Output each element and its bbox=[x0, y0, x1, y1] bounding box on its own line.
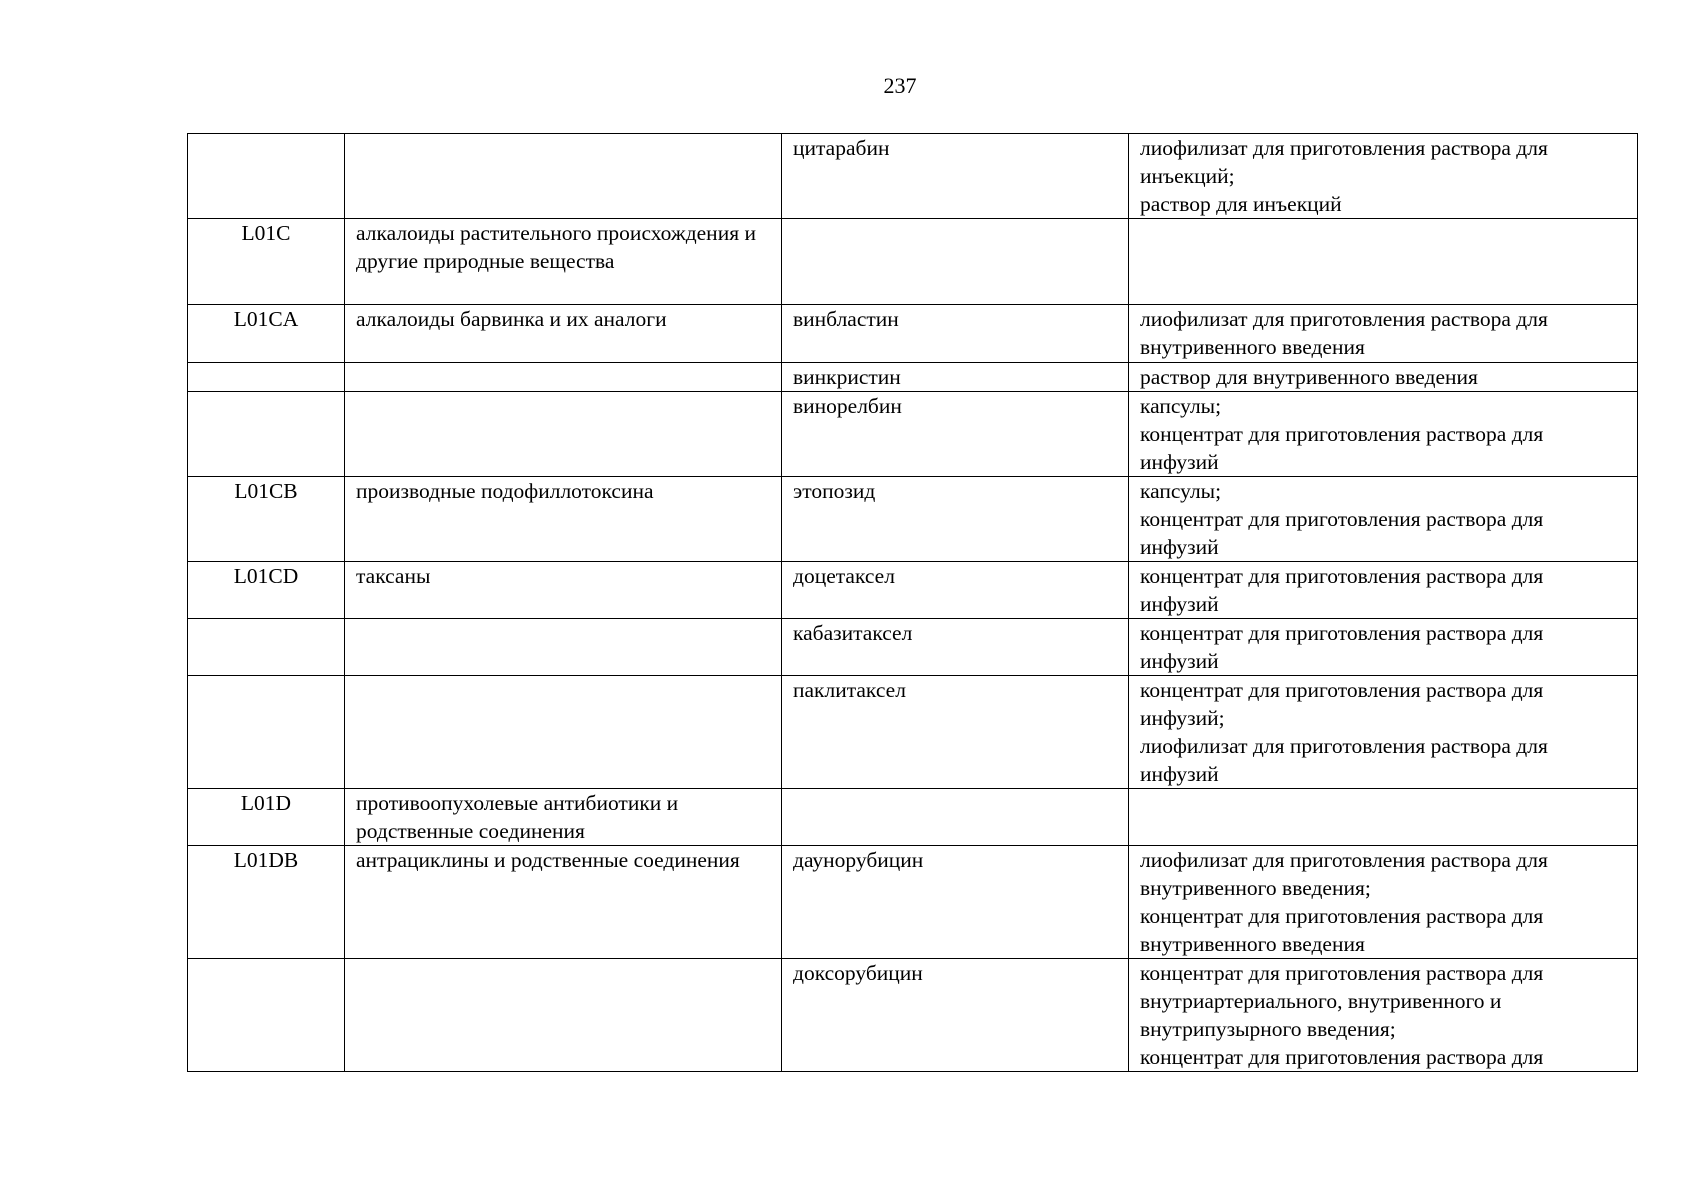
drug-name-cell bbox=[782, 789, 1129, 846]
table-row bbox=[188, 219, 1638, 305]
group-name-cell bbox=[345, 134, 782, 219]
group-name-cell bbox=[345, 363, 782, 392]
atc-code-cell bbox=[188, 392, 345, 477]
dosage-form-cell: концентрат для приготовления раствора для инфузий bbox=[1129, 619, 1638, 676]
group-name-cell bbox=[345, 392, 782, 477]
table-row bbox=[188, 676, 1638, 789]
table-row bbox=[188, 959, 1638, 1072]
drug-name-cell: доксорубицин bbox=[782, 959, 1129, 1072]
page-number: 237 bbox=[883, 73, 917, 98]
drug-name-cell: даунорубицин bbox=[782, 846, 1129, 959]
group-name-cell: производные подофиллотоксина bbox=[345, 477, 782, 562]
drug-name-cell: винбластин bbox=[782, 305, 1129, 363]
group-name-cell: противоопухолевые антибиотики и родственные соединения bbox=[345, 789, 782, 846]
drug-name-cell: этопозид bbox=[782, 477, 1129, 562]
atc-code-cell: L01D bbox=[188, 789, 345, 846]
table-row bbox=[188, 477, 1638, 562]
atc-code-cell: L01C bbox=[188, 219, 345, 305]
dosage-form-cell: капсулы; концентрат для приготовления раствора для инфузий bbox=[1129, 392, 1638, 477]
atc-code-cell bbox=[188, 363, 345, 392]
table-row bbox=[188, 134, 1638, 219]
atc-code-cell bbox=[188, 134, 345, 219]
dosage-form-cell: концентрат для приготовления раствора для внутриартериального, внутривенного и внутрипузырного введения; концентрат для приготовления раствора для bbox=[1129, 959, 1638, 1072]
atc-code-cell bbox=[188, 676, 345, 789]
table-row bbox=[188, 392, 1638, 477]
dosage-form-cell: лиофилизат для приготовления раствора для внутривенного введения bbox=[1129, 305, 1638, 363]
drug-name-cell bbox=[782, 219, 1129, 305]
atc-code-cell bbox=[188, 959, 345, 1072]
dosage-form-cell: лиофилизат для приготовления раствора для инъекций; раствор для инъекций bbox=[1129, 134, 1638, 219]
table-row bbox=[188, 363, 1638, 392]
group-name-cell: алкалоиды барвинка и их аналоги bbox=[345, 305, 782, 363]
group-name-cell: алкалоиды растительного происхождения и другие природные вещества bbox=[345, 219, 782, 305]
drug-name-cell: паклитаксел bbox=[782, 676, 1129, 789]
atc-code-cell: L01CB bbox=[188, 477, 345, 562]
table-row bbox=[188, 305, 1638, 363]
group-name-cell: антрациклины и родственные соединения bbox=[345, 846, 782, 959]
drug-name-cell: винорелбин bbox=[782, 392, 1129, 477]
table-row bbox=[188, 562, 1638, 619]
drug-name-cell: доцетаксел bbox=[782, 562, 1129, 619]
group-name-cell bbox=[345, 676, 782, 789]
dosage-form-cell: лиофилизат для приготовления раствора для внутривенного введения; концентрат для приготовления раствора для внутривенного введения bbox=[1129, 846, 1638, 959]
drug-name-cell: винкристин bbox=[782, 363, 1129, 392]
dosage-form-cell bbox=[1129, 789, 1638, 846]
table-row bbox=[188, 789, 1638, 846]
atc-code-cell: L01CD bbox=[188, 562, 345, 619]
table-row bbox=[188, 846, 1638, 959]
dosage-form-cell: капсулы; концентрат для приготовления раствора для инфузий bbox=[1129, 477, 1638, 562]
dosage-form-cell: концентрат для приготовления раствора для инфузий; лиофилизат для приготовления раствора для инфузий bbox=[1129, 676, 1638, 789]
dosage-form-cell: концентрат для приготовления раствора для инфузий bbox=[1129, 562, 1638, 619]
group-name-cell bbox=[345, 619, 782, 676]
group-name-cell bbox=[345, 959, 782, 1072]
atc-code-cell: L01DB bbox=[188, 846, 345, 959]
group-name-cell: таксаны bbox=[345, 562, 782, 619]
drug-name-cell: кабазитаксел bbox=[782, 619, 1129, 676]
dosage-form-cell bbox=[1129, 219, 1638, 305]
table-row bbox=[188, 619, 1638, 676]
drug-table bbox=[187, 133, 1638, 1072]
atc-code-cell: L01CA bbox=[188, 305, 345, 363]
atc-code-cell bbox=[188, 619, 345, 676]
dosage-form-cell: раствор для внутривенного введения bbox=[1129, 363, 1638, 392]
drug-name-cell: цитарабин bbox=[782, 134, 1129, 219]
